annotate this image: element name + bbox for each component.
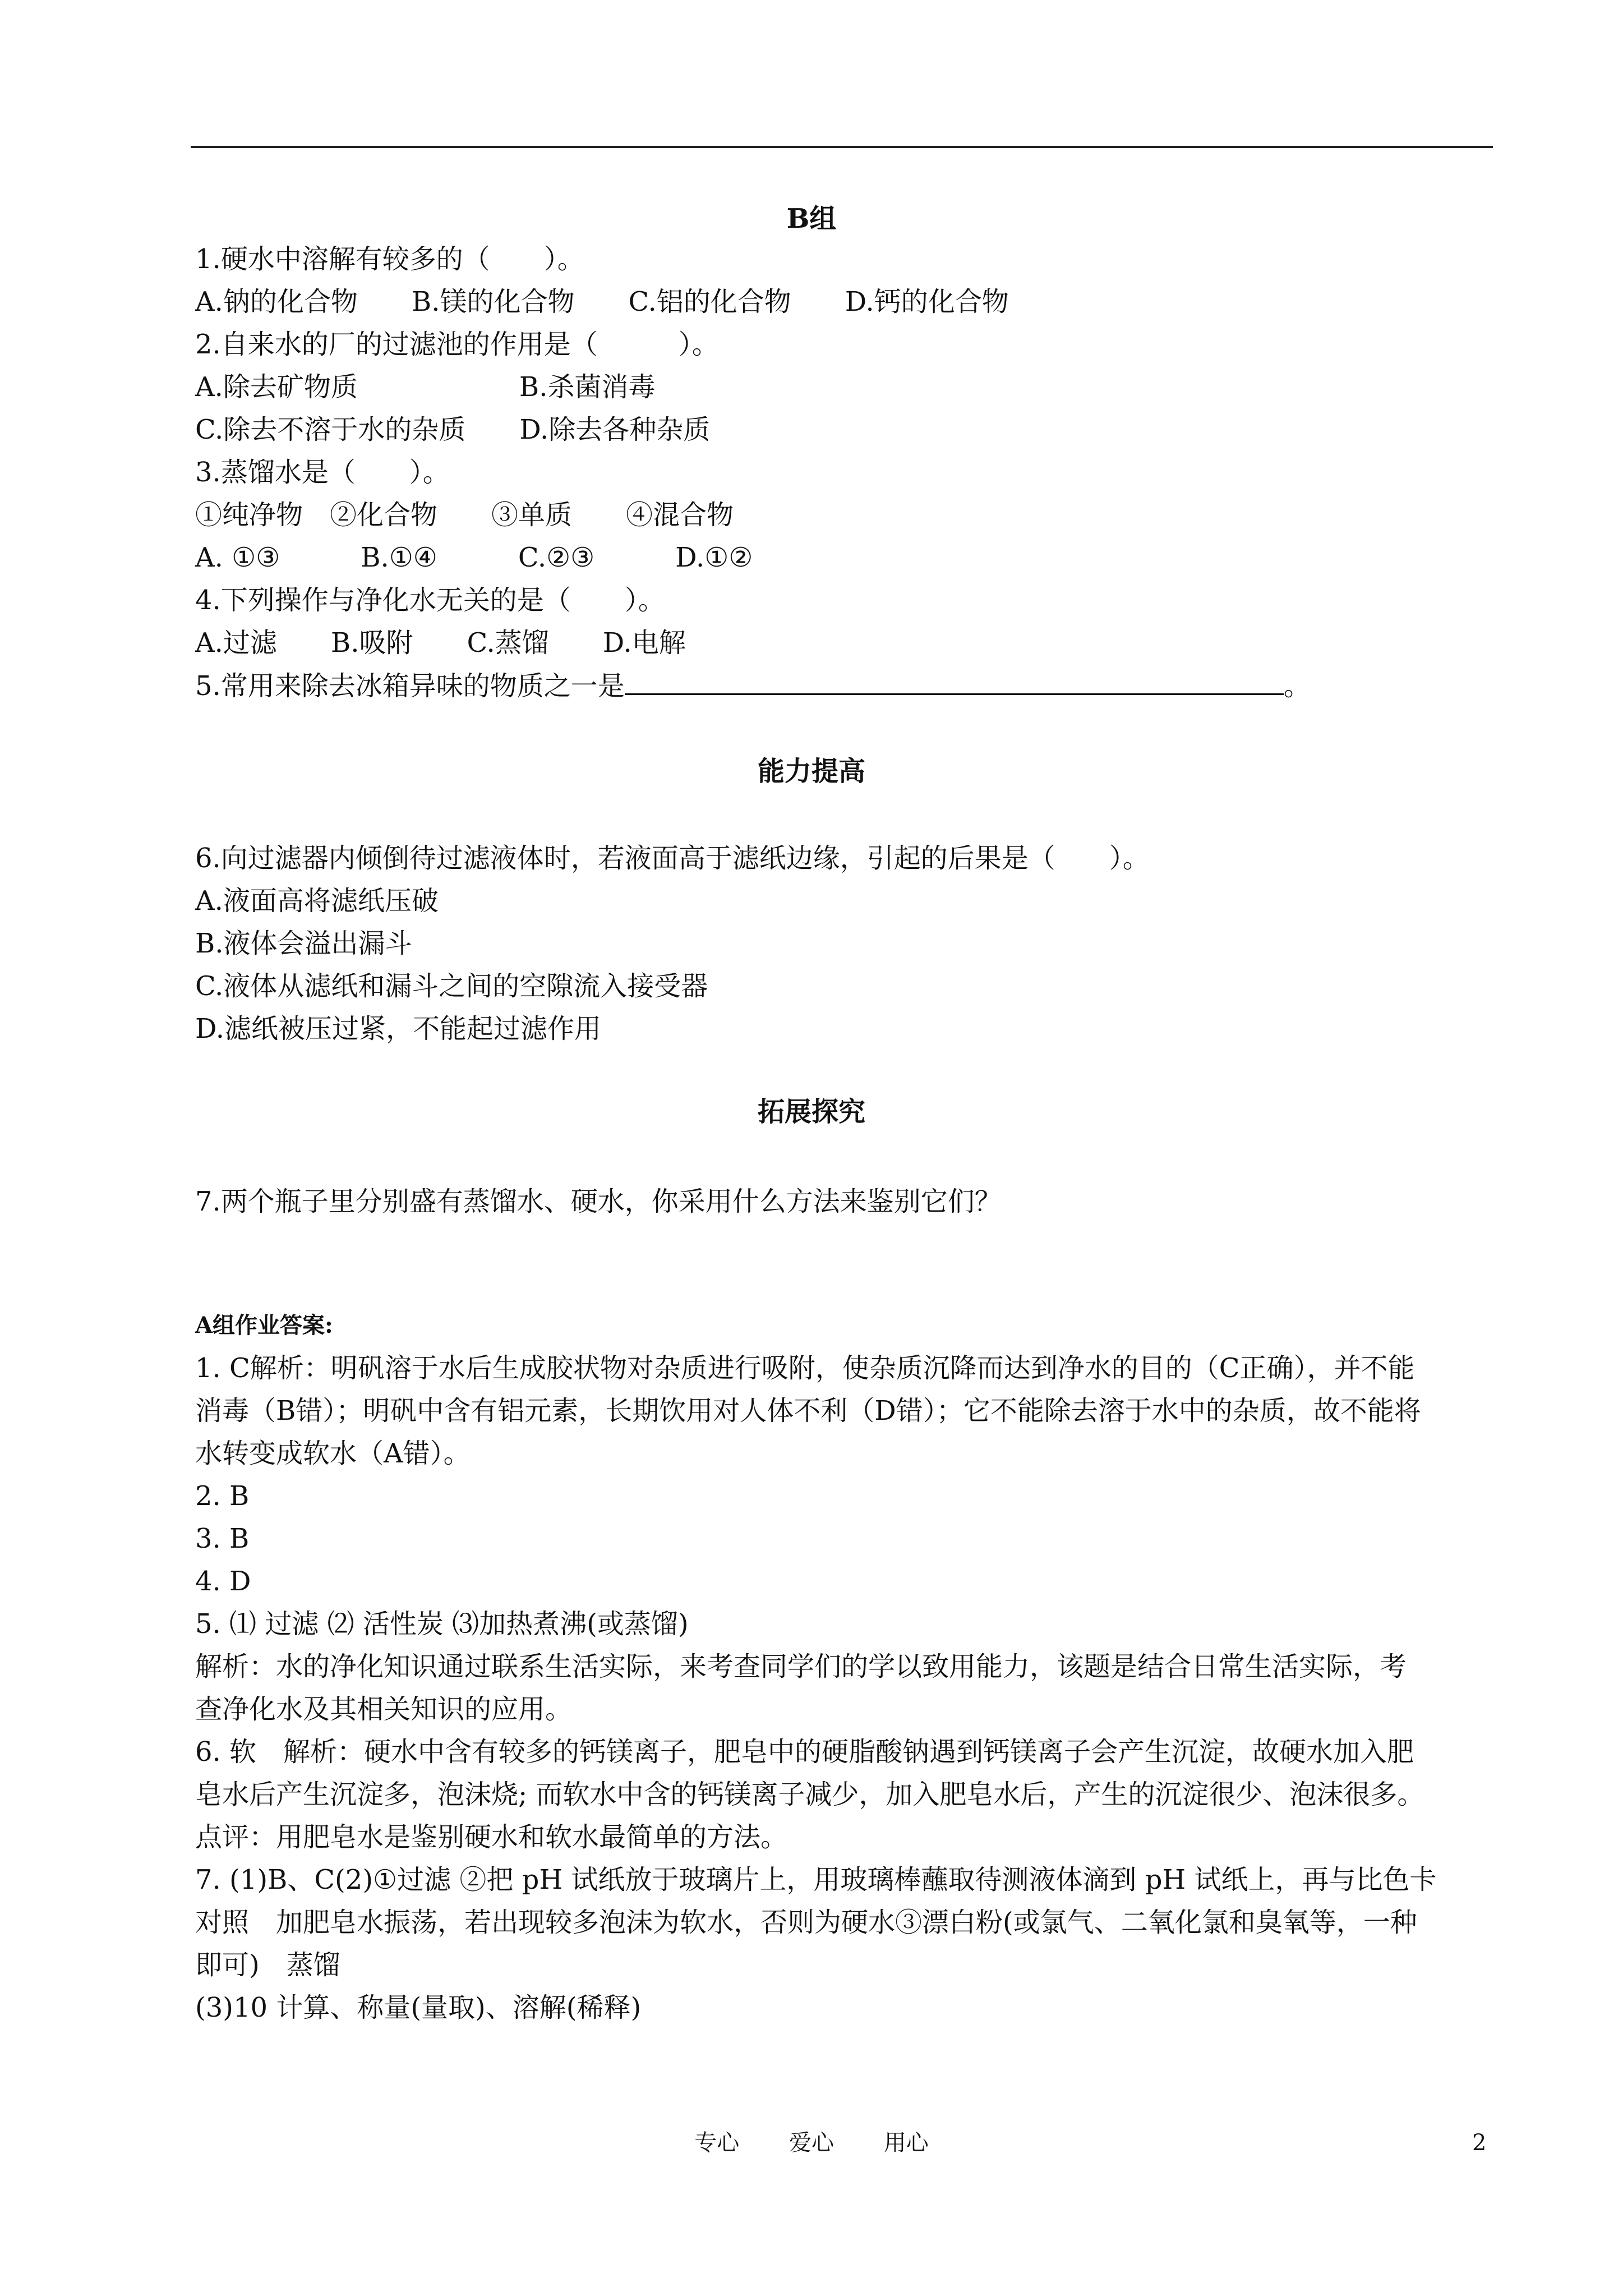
answer-3: 3. B xyxy=(195,1523,250,1554)
question-5 xyxy=(195,669,1311,703)
section-b-title: B组 xyxy=(786,203,837,234)
page-footer xyxy=(0,2129,1623,2157)
answer-7-line-3: 即可) 蒸馏 xyxy=(195,1949,340,1981)
section-explore-title: 拓展探究 xyxy=(757,1096,865,1128)
question-2-options-2: C.除去不溶于水的杂质 D.除去各种杂质 xyxy=(195,414,711,445)
answer-7-line-1: 7. (1)B、C(2)①过滤 ②把 pH 试纸放于玻璃片上，用玻璃棒蘸取待测液体滴到 pH 试纸上，再与比色卡 xyxy=(195,1864,1437,1895)
answer-1-line-1: 1. C解析：明矾溶于水后生成胶状物对杂质进行吸附，使杂质沉降而达到净水的目的（C正确），并不能 xyxy=(195,1352,1415,1384)
footer-item: 用心 xyxy=(883,2130,929,2156)
footer-item: 爱心 xyxy=(789,2130,834,2156)
question-3-items: ①纯净物 ②化合物 ③单质 ④混合物 xyxy=(195,499,734,531)
question-4-options: A.过滤 B.吸附 C.蒸馏 D.电解 xyxy=(195,627,686,659)
question-1-options: A.钠的化合物 B.镁的化合物 C.铝的化合物 D.钙的化合物 xyxy=(195,286,1009,318)
answer-5-explanation-2: 查净化水及其相关知识的应用。 xyxy=(195,1694,573,1725)
question-6-option-d: D.滤纸被压过紧，不能起过滤作用 xyxy=(195,1013,602,1045)
answer-6-line-1: 6. 软 解析：硬水中含有较多的钙镁离子，肥皂中的硬脂酸钠遇到钙镁离子会产生沉淀，故硬水加入肥 xyxy=(195,1736,1414,1768)
answer-7-line-4: (3)10 计算、称量(量取)、溶解(稀释) xyxy=(195,1992,642,2023)
answer-4: 4. D xyxy=(195,1566,251,1597)
question-5-suffix: 。 xyxy=(1283,670,1311,702)
question-6-option-b: B.液体会溢出漏斗 xyxy=(195,928,412,959)
question-5-prefix: 5.常用来除去冰箱异味的物质之一是 xyxy=(195,670,625,702)
answers-heading: A组作业答案: xyxy=(195,1312,333,1338)
answer-6-comment: 点评：用肥皂水是鉴别硬水和软水最简单的方法。 xyxy=(195,1821,788,1853)
question-6-option-c: C.液体从滤纸和漏斗之间的空隙流入接受器 xyxy=(195,970,708,1002)
question-2-options-1: A.除去矿物质 B.杀菌消毒 xyxy=(195,371,656,403)
answer-6-line-2: 皂水后产生沉淀多，泡沫烧; 而软水中含的钙镁离子减少，加入肥皂水后，产生的沉淀很少、泡沫很多。 xyxy=(195,1779,1424,1810)
answer-blank xyxy=(625,669,1284,695)
question-4: 4.下列操作与净化水无关的是（ ）。 xyxy=(195,585,665,616)
answer-7-line-2: 对照 加肥皂水振荡，若出现较多泡沫为软水，否则为硬水③漂白粉(或氯气、二氧化氯和臭氧等，一种 xyxy=(195,1907,1417,1938)
question-6-option-a: A.液面高将滤纸压破 xyxy=(195,885,439,917)
question-3: 3.蒸馏水是（ ）。 xyxy=(195,457,450,488)
question-3-options: A. ①③ B.①④ C.②③ D.①② xyxy=(195,542,753,573)
footer-item: 专心 xyxy=(694,2130,740,2156)
question-6: 6.向过滤器内倾倒待过滤液体时，若液面高于滤纸边缘，引起的后果是（ ）。 xyxy=(195,843,1150,874)
page-number: 2 xyxy=(1472,2130,1487,2156)
answer-2: 2. B xyxy=(195,1480,250,1512)
question-1: 1.硬水中溶解有较多的（ ）。 xyxy=(195,243,584,275)
section-ability-title: 能力提高 xyxy=(757,756,865,787)
answer-1-line-3: 水转变成软水（A错）。 xyxy=(195,1438,471,1469)
answer-1-line-2: 消毒（B错）；明矾中含有铝元素，长期饮用对人体不利（D错）；它不能除去溶于水中的杂质，故不能将 xyxy=(195,1395,1421,1427)
answer-5: 5. ⑴ 过滤 ⑵ 活性炭 ⑶加热煮沸(或蒸馏) xyxy=(195,1608,689,1640)
answer-5-explanation-1: 解析：水的净化知识通过联系生活实际，来考查同学们的学以致用能力，该题是结合日常生活实际，考 xyxy=(195,1651,1407,1682)
question-2: 2.自来水的厂的过滤池的作用是（ ）。 xyxy=(195,329,719,360)
header-rule xyxy=(191,146,1493,148)
question-7: 7.两个瓶子里分别盛有蒸馏水、硬水，你采用什么方法来鉴别它们？ xyxy=(195,1186,1002,1217)
